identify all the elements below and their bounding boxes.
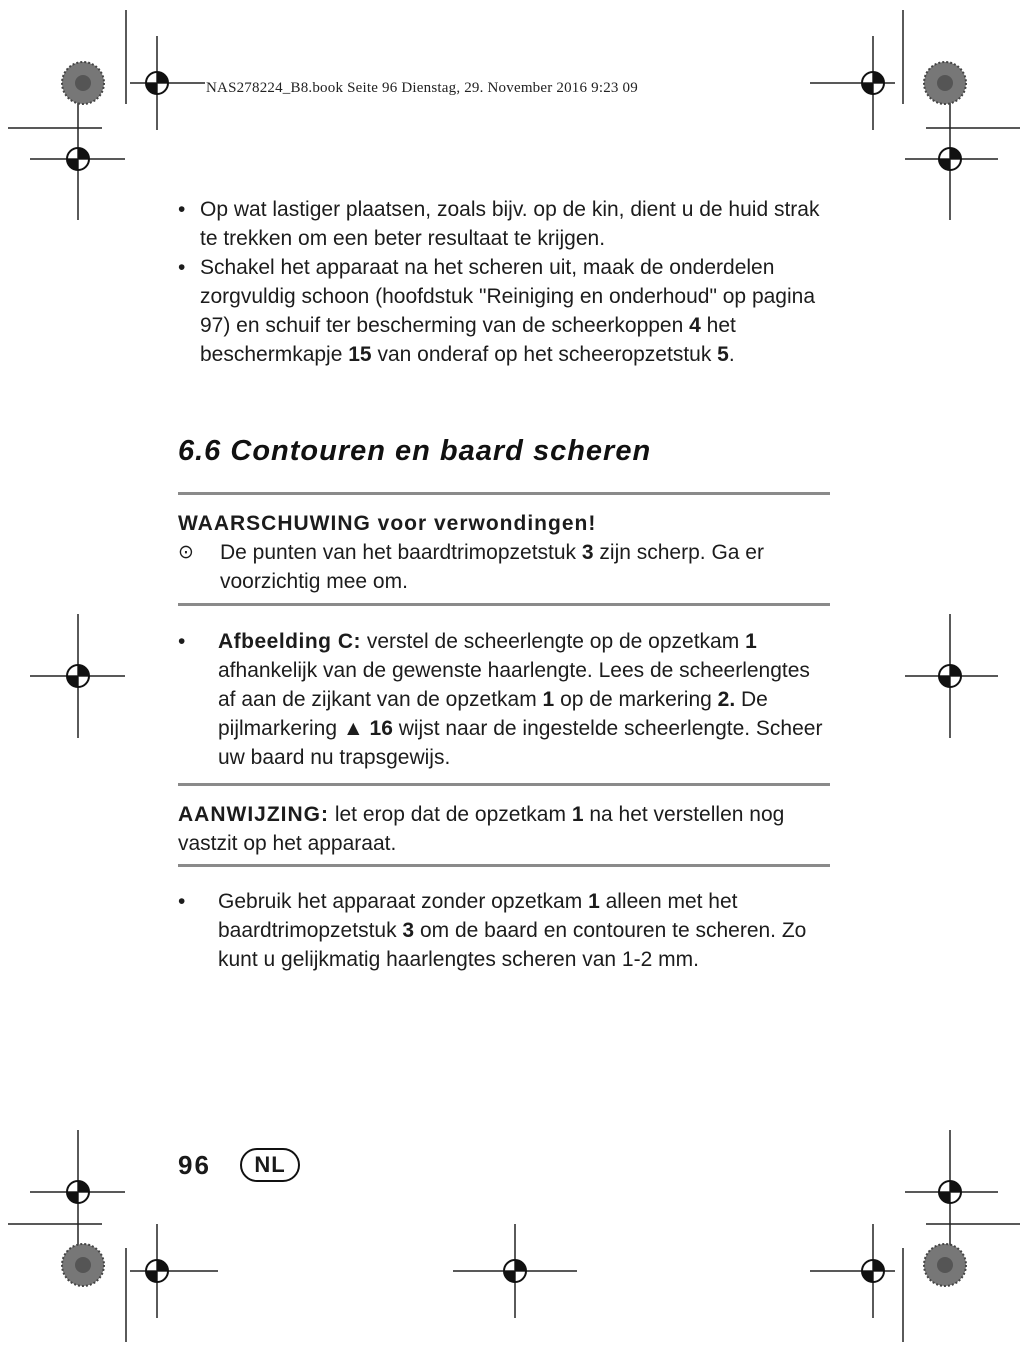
- list-item: [178, 627, 830, 772]
- warning-box: [178, 509, 830, 596]
- arrow-marker-icon: ▲: [342, 717, 364, 740]
- list-item: [178, 253, 830, 369]
- divider: [178, 603, 830, 606]
- bullet-marker: •: [178, 198, 186, 221]
- divider: [178, 864, 830, 867]
- warning-bullet-icon: ⊙: [178, 542, 194, 563]
- list-item-text: Gebruik het apparaat zonder opzetkam 1 alleen met het baardtrimopzetstuk 3 om de baard en contouren te scheren. Zo kunt u gelijkmatig haarlengtes scheren van 1-2 mm.: [218, 890, 807, 971]
- part-ref: 3: [581, 541, 594, 564]
- part-ref: 4: [689, 314, 701, 337]
- part-ref: 1: [745, 630, 757, 653]
- language-badge: NL: [240, 1148, 300, 1182]
- bullet-marker: •: [178, 630, 186, 653]
- divider: [178, 492, 830, 495]
- note-box: AANWIJZING: let erop dat de opzetkam 1 na het verstellen nog vastzit op het apparaat.: [178, 803, 785, 855]
- part-ref: 2.: [717, 688, 736, 711]
- bullet-marker: •: [178, 890, 186, 913]
- figure-label: Afbeelding C:: [218, 630, 361, 653]
- part-ref: 5: [717, 343, 729, 366]
- final-instruction: [178, 887, 830, 974]
- part-ref: 1: [542, 688, 555, 711]
- part-ref: 15: [348, 343, 372, 366]
- part-ref: 16: [369, 717, 393, 740]
- warning-item: ⊙ De punten van het baardtrimopzetstuk 3 zijn scherp. Ga er voorzichtig mee om.: [178, 538, 830, 596]
- step-figure-c: [178, 627, 830, 772]
- part-ref: 1: [588, 890, 600, 913]
- list-item-text: Schakel het apparaat na het scheren uit, maak de onderdelen zorgvuldig schoon (hoofdstuk "Reiniging en onderhoud" op pagina 97) en schuif ter bescherming van de scheerkoppen 4 het beschermkapje 15 van onderaf op het scheeropzetstuk 5.: [200, 256, 816, 366]
- section-title: 6.6 Contouren en baard scheren: [178, 435, 652, 467]
- note-label: AANWIJZING:: [178, 803, 329, 826]
- bullet-marker: •: [178, 256, 186, 279]
- part-ref: 3: [402, 919, 415, 942]
- divider: [178, 783, 830, 786]
- list-item: [178, 887, 830, 974]
- list-item-text: Op wat lastiger plaatsen, zoals bijv. op de kin, dient u de huid strak te trekken om een beter resultaat te krijgen.: [200, 198, 820, 250]
- list-item-text: Afbeelding C: verstel de scheerlengte op de opzetkam 1 afhankelijk van de gewenste haarlengte. Lees de scheerlengtes af aan de zijkant van de opzetkam 1 op de markering 2. De pijlmarkering ▲ 16 wijst naar de ingestelde scheerlengte. Scheer uw baard nu trapsgewijs.: [218, 630, 823, 769]
- bullet-list-top: [178, 195, 830, 369]
- print-file-header: NAS278224_B8.book Seite 96 Dienstag, 29. November 2016 9:23 09: [206, 80, 638, 96]
- list-item: [178, 195, 830, 253]
- part-ref: 1: [571, 803, 584, 826]
- page-number: 96: [178, 1150, 211, 1180]
- warning-title: WAARSCHUWING voor verwondingen!: [178, 512, 597, 535]
